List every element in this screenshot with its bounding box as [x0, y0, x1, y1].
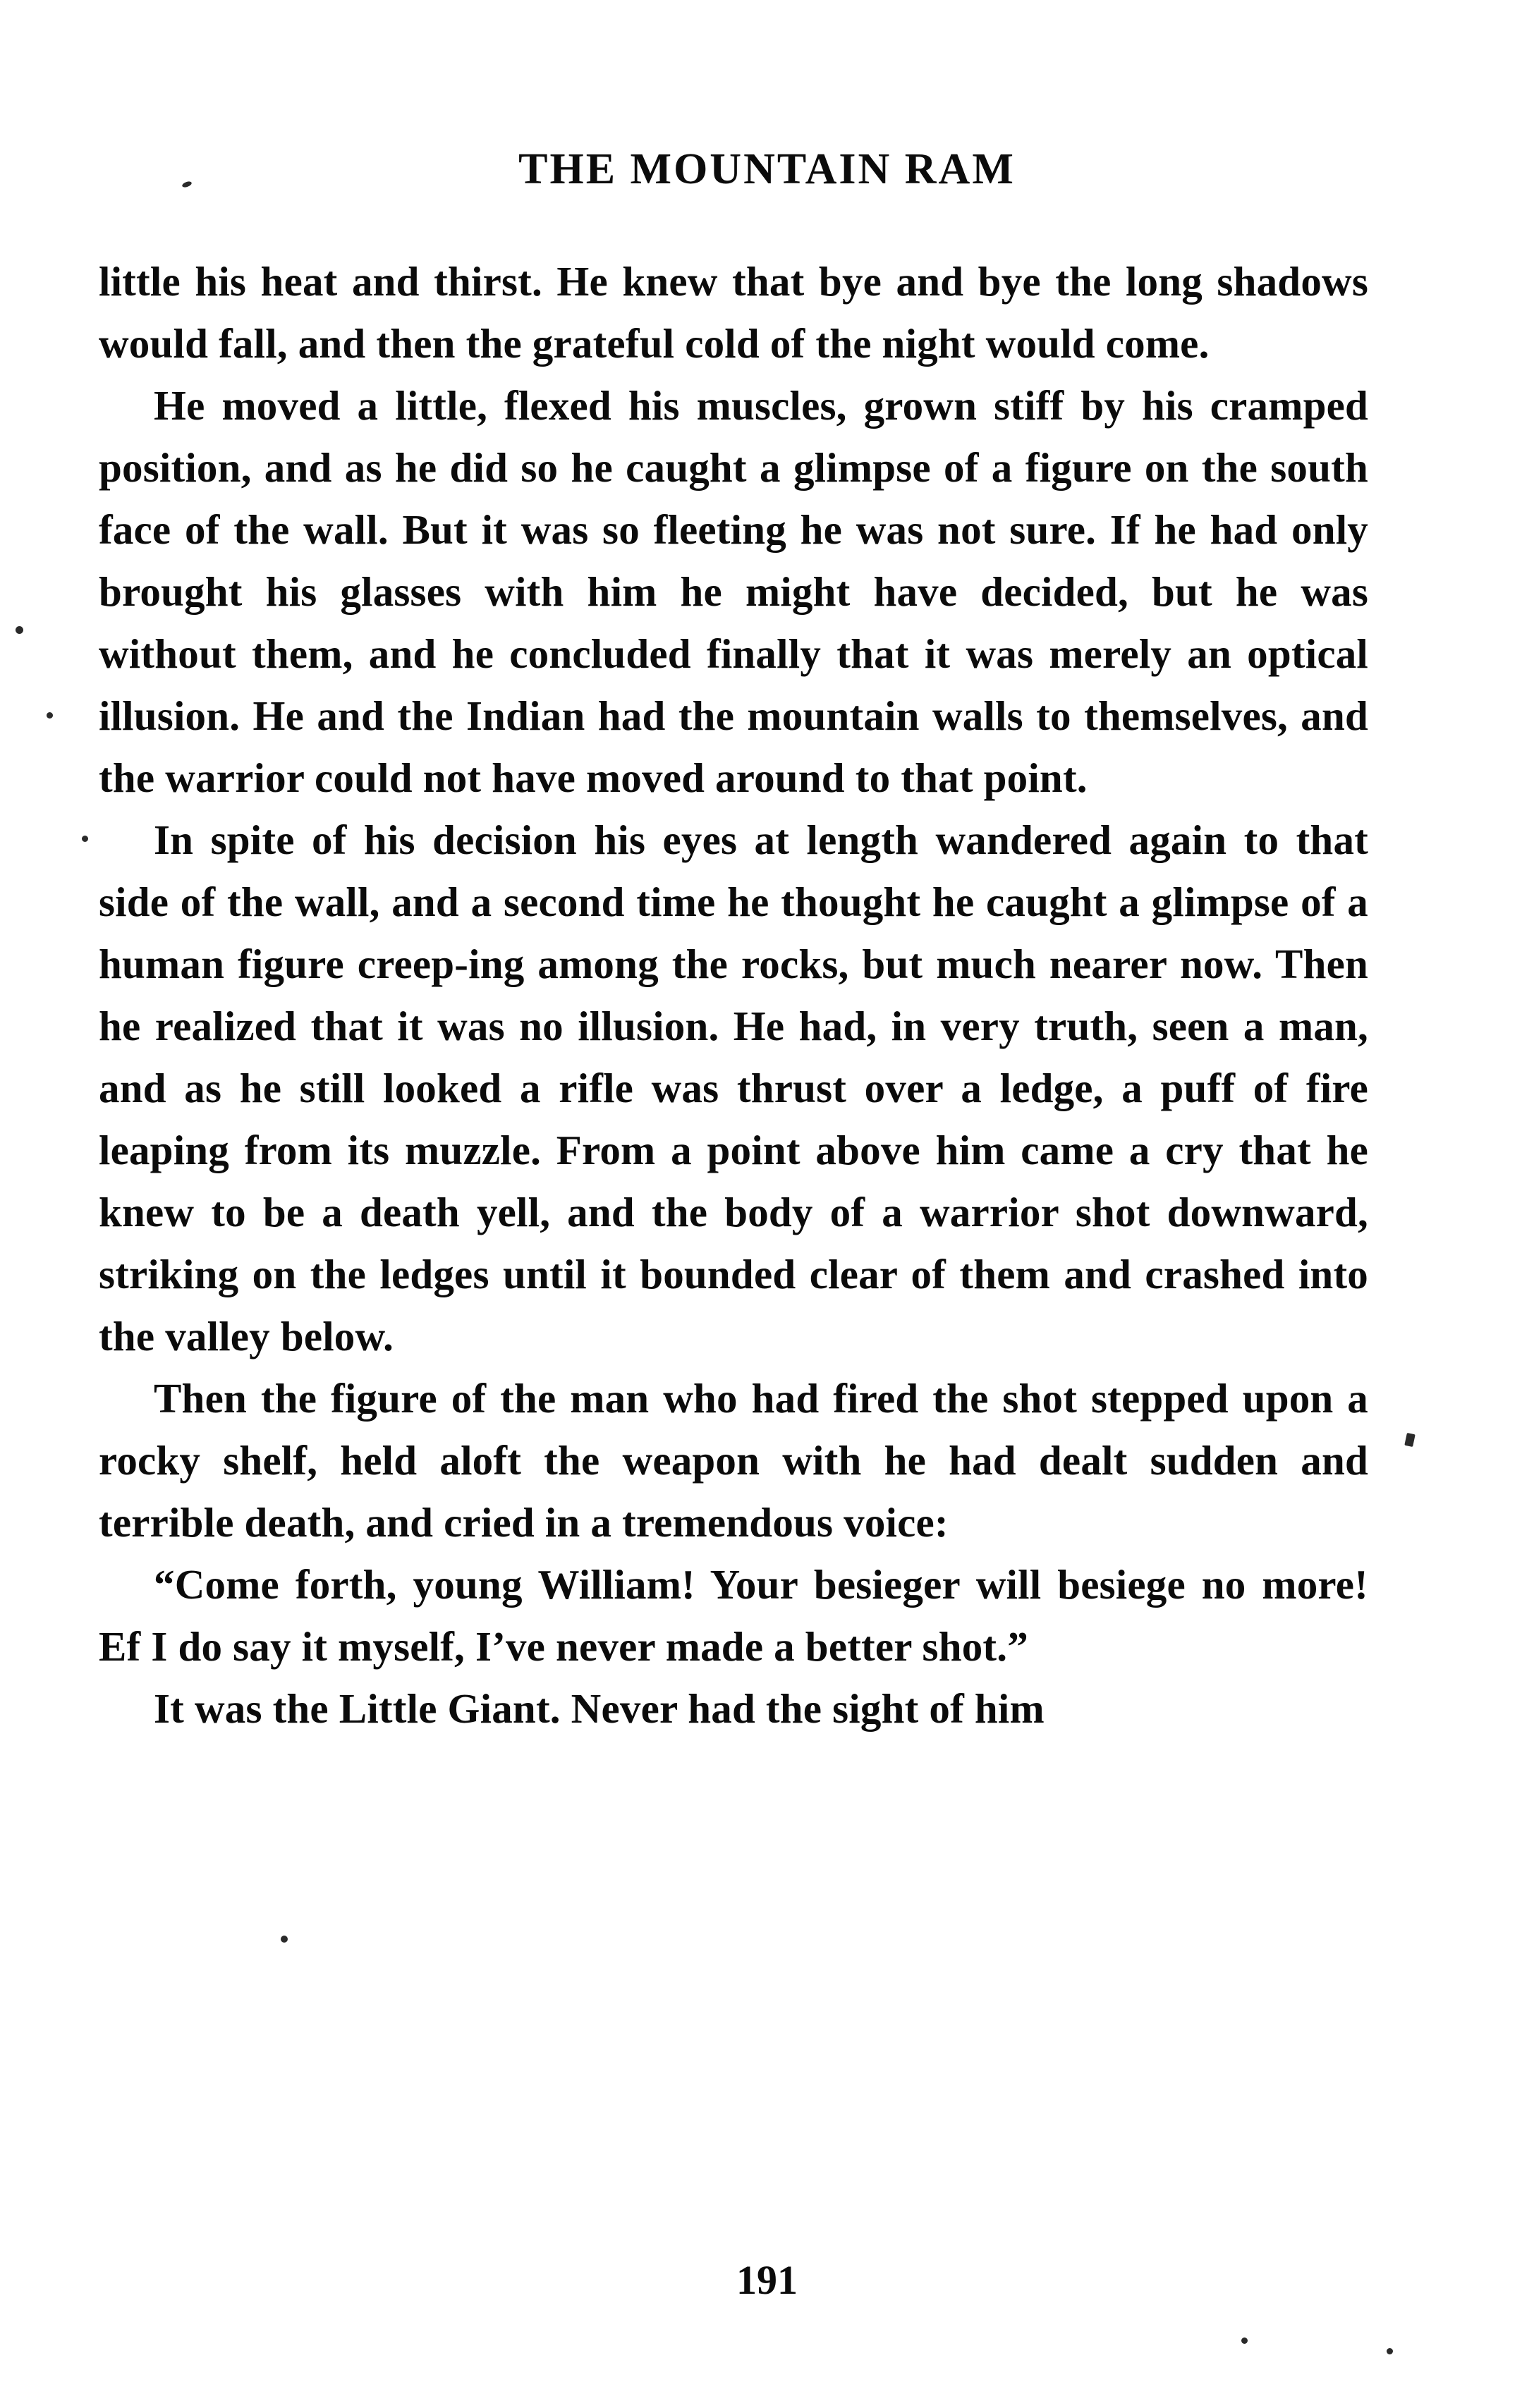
- scan-speck-icon: [16, 626, 23, 634]
- scan-speck-icon: [1241, 2337, 1248, 2344]
- scan-speck-icon: [1404, 1433, 1415, 1447]
- paragraph: little his heat and thirst. He knew that bye and bye the long shadows would fall, and then the grateful cold of the night would come.: [99, 258, 1368, 367]
- paragraph: He moved a little, flexed his muscles, grown stiff by his cramped position, and as he did so he caught a glimpse of a figure on the south face of the wall. But it was so fleeting he was not sure. If he had only brought his glasses with him he might have decided, but he was without them, and he concluded finally that it was merely an optical illusion. He and the Indian had the mountain walls to themselves, and the warrior could not have moved around to that point.: [99, 382, 1368, 801]
- paragraph: “Come forth, young William! Your besieger will besiege no more! Ef I do say it myself, I’ve never made a better shot.”: [99, 1561, 1368, 1670]
- scan-speck-icon: [1387, 2348, 1393, 2354]
- paragraph: In spite of his decision his eyes at length wandered again to that side of the wall, and a second time he thought he caught a glimpse of a human figure creep-ing among the rocks, but much nearer now. Then he realized that it was no illusion. He had, in very truth, seen a man, and as he still looked a rifle was thrust over a ledge, a puff of fire leaping from its muzzle. From a point above him came a cry that he knew to be a death yell, and the body of a warrior shot downward, striking on the ledges until it bounded clear of them and crashed into the valley below.: [99, 817, 1368, 1359]
- page-number: 191: [736, 2257, 798, 2303]
- running-head: THE MOUNTAIN RAM: [518, 145, 1016, 193]
- scan-speck-icon: [82, 836, 88, 842]
- scan-speck-icon: [281, 1936, 288, 1943]
- text-block: [99, 250, 1368, 1740]
- paragraph: Then the figure of the man who had fired the shot stepped upon a rocky shelf, held aloft the weapon with he had dealt sudden and terrible death, and cried in a tremendous voice:: [99, 1375, 1368, 1546]
- scan-speck-icon: [47, 712, 53, 719]
- paragraph: It was the Little Giant. Never had the sight of him: [154, 1685, 1045, 1732]
